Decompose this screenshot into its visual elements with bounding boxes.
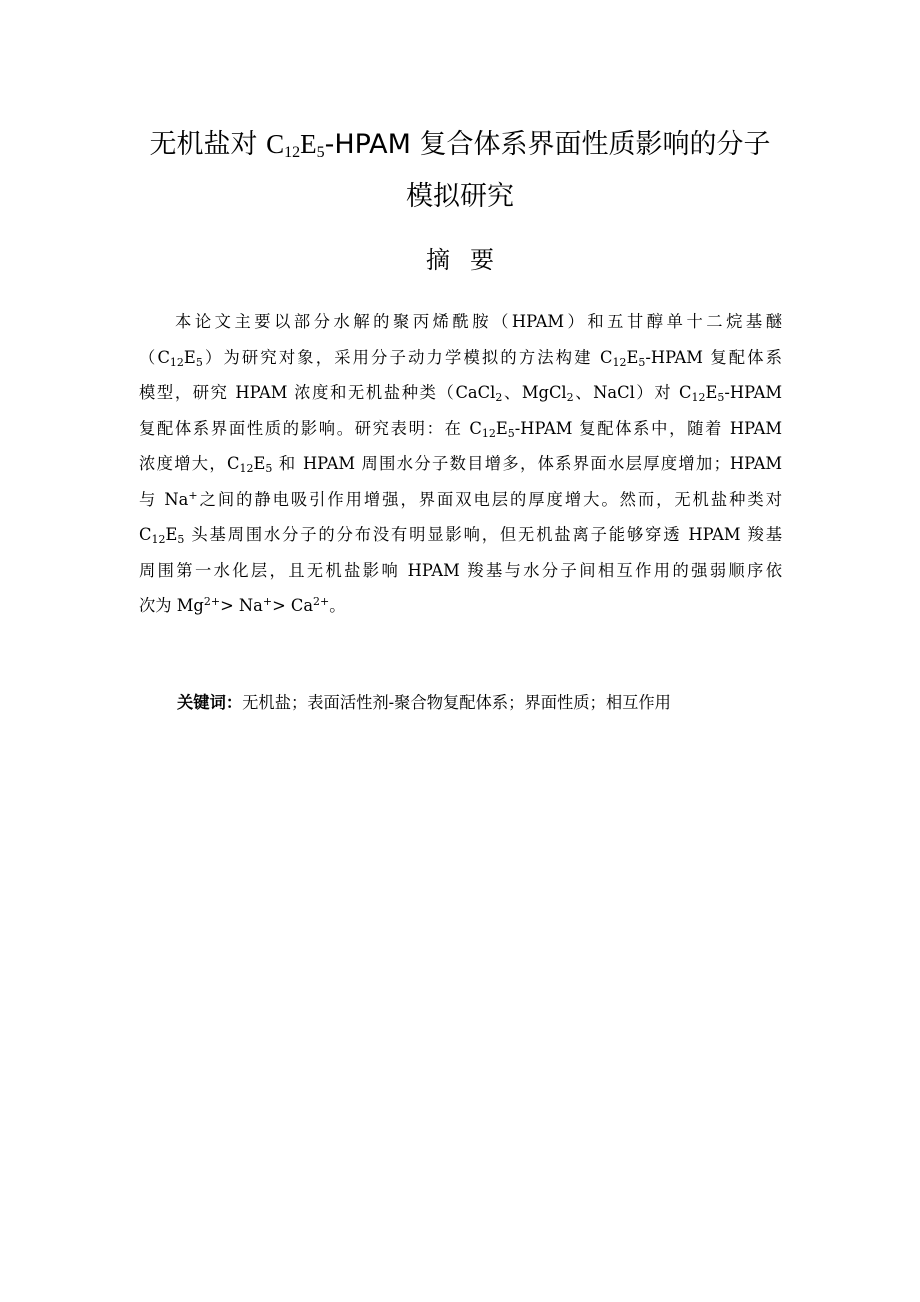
abstract-heading: 摘要 [426, 246, 514, 274]
abstract-line: 复配体系界面性质的影响。研究表明：在 $C_{12}E_5$-HPAM 复配体系中，随着 HPAM [139, 418, 782, 440]
keywords-text: 无机盐；表面活性剂-聚合物复配体系；界面性质；相互作用 [242, 693, 671, 712]
abstract-line: 模型，研究 HPAM 浓度和无机盐种类（CaCl$_2$、MgCl$_2$、NaCl）对 $C_{12}E_5$-HPAM [139, 383, 782, 404]
abstract-body [139, 304, 782, 624]
title-chem: C [266, 129, 285, 159]
keywords-label: 关键词： [177, 693, 243, 712]
title-text: 无机盐对 [149, 129, 267, 160]
paper-title-line-1 [120, 118, 800, 171]
title-subscript: 5 [316, 144, 325, 161]
abstract-line: 与 Na+之间的静电吸引作用增强，界面双电层的厚度增大。然而，无机盐种类对 [139, 488, 782, 509]
abstract-line: $C_{12}E_5$ 头基周围水分子的分布没有明显影响，但无机盐离子能够穿透 HPAM 羧基 [139, 525, 782, 546]
paper-title [120, 118, 800, 223]
keywords-line [177, 688, 671, 718]
abstract-line: 周围第一水化层，且无机盐影响 HPAM 羧基与水分子间相互作用的强弱顺序依 [139, 560, 782, 580]
title-subscript: 12 [284, 144, 301, 161]
title-chem: E [300, 129, 317, 159]
title-text: -HPAM 复合体系界面性质影响的分子 [324, 129, 771, 160]
paper-title-line-2: 模拟研究 [406, 181, 514, 212]
abstract-line: 次为 $Mg^{2+}> Na^+> Ca^{2+}$。 [139, 595, 346, 615]
abstract-line: 本论文主要以部分水解的聚丙烯酰胺（HPAM）和五甘醇单十二烷基醚 [175, 312, 782, 331]
abstract-line: $(C_{12}E_5)$为研究对象，采用分子动力学模拟的方法构建 $C_{12}E_5$-HPAM 复配体系 [139, 347, 782, 369]
abstract-line: 浓度增大，$C_{12}E_5$ 和 HPAM 周围水分子数目增多，体系界面水层厚度增加；HPAM [139, 454, 782, 475]
